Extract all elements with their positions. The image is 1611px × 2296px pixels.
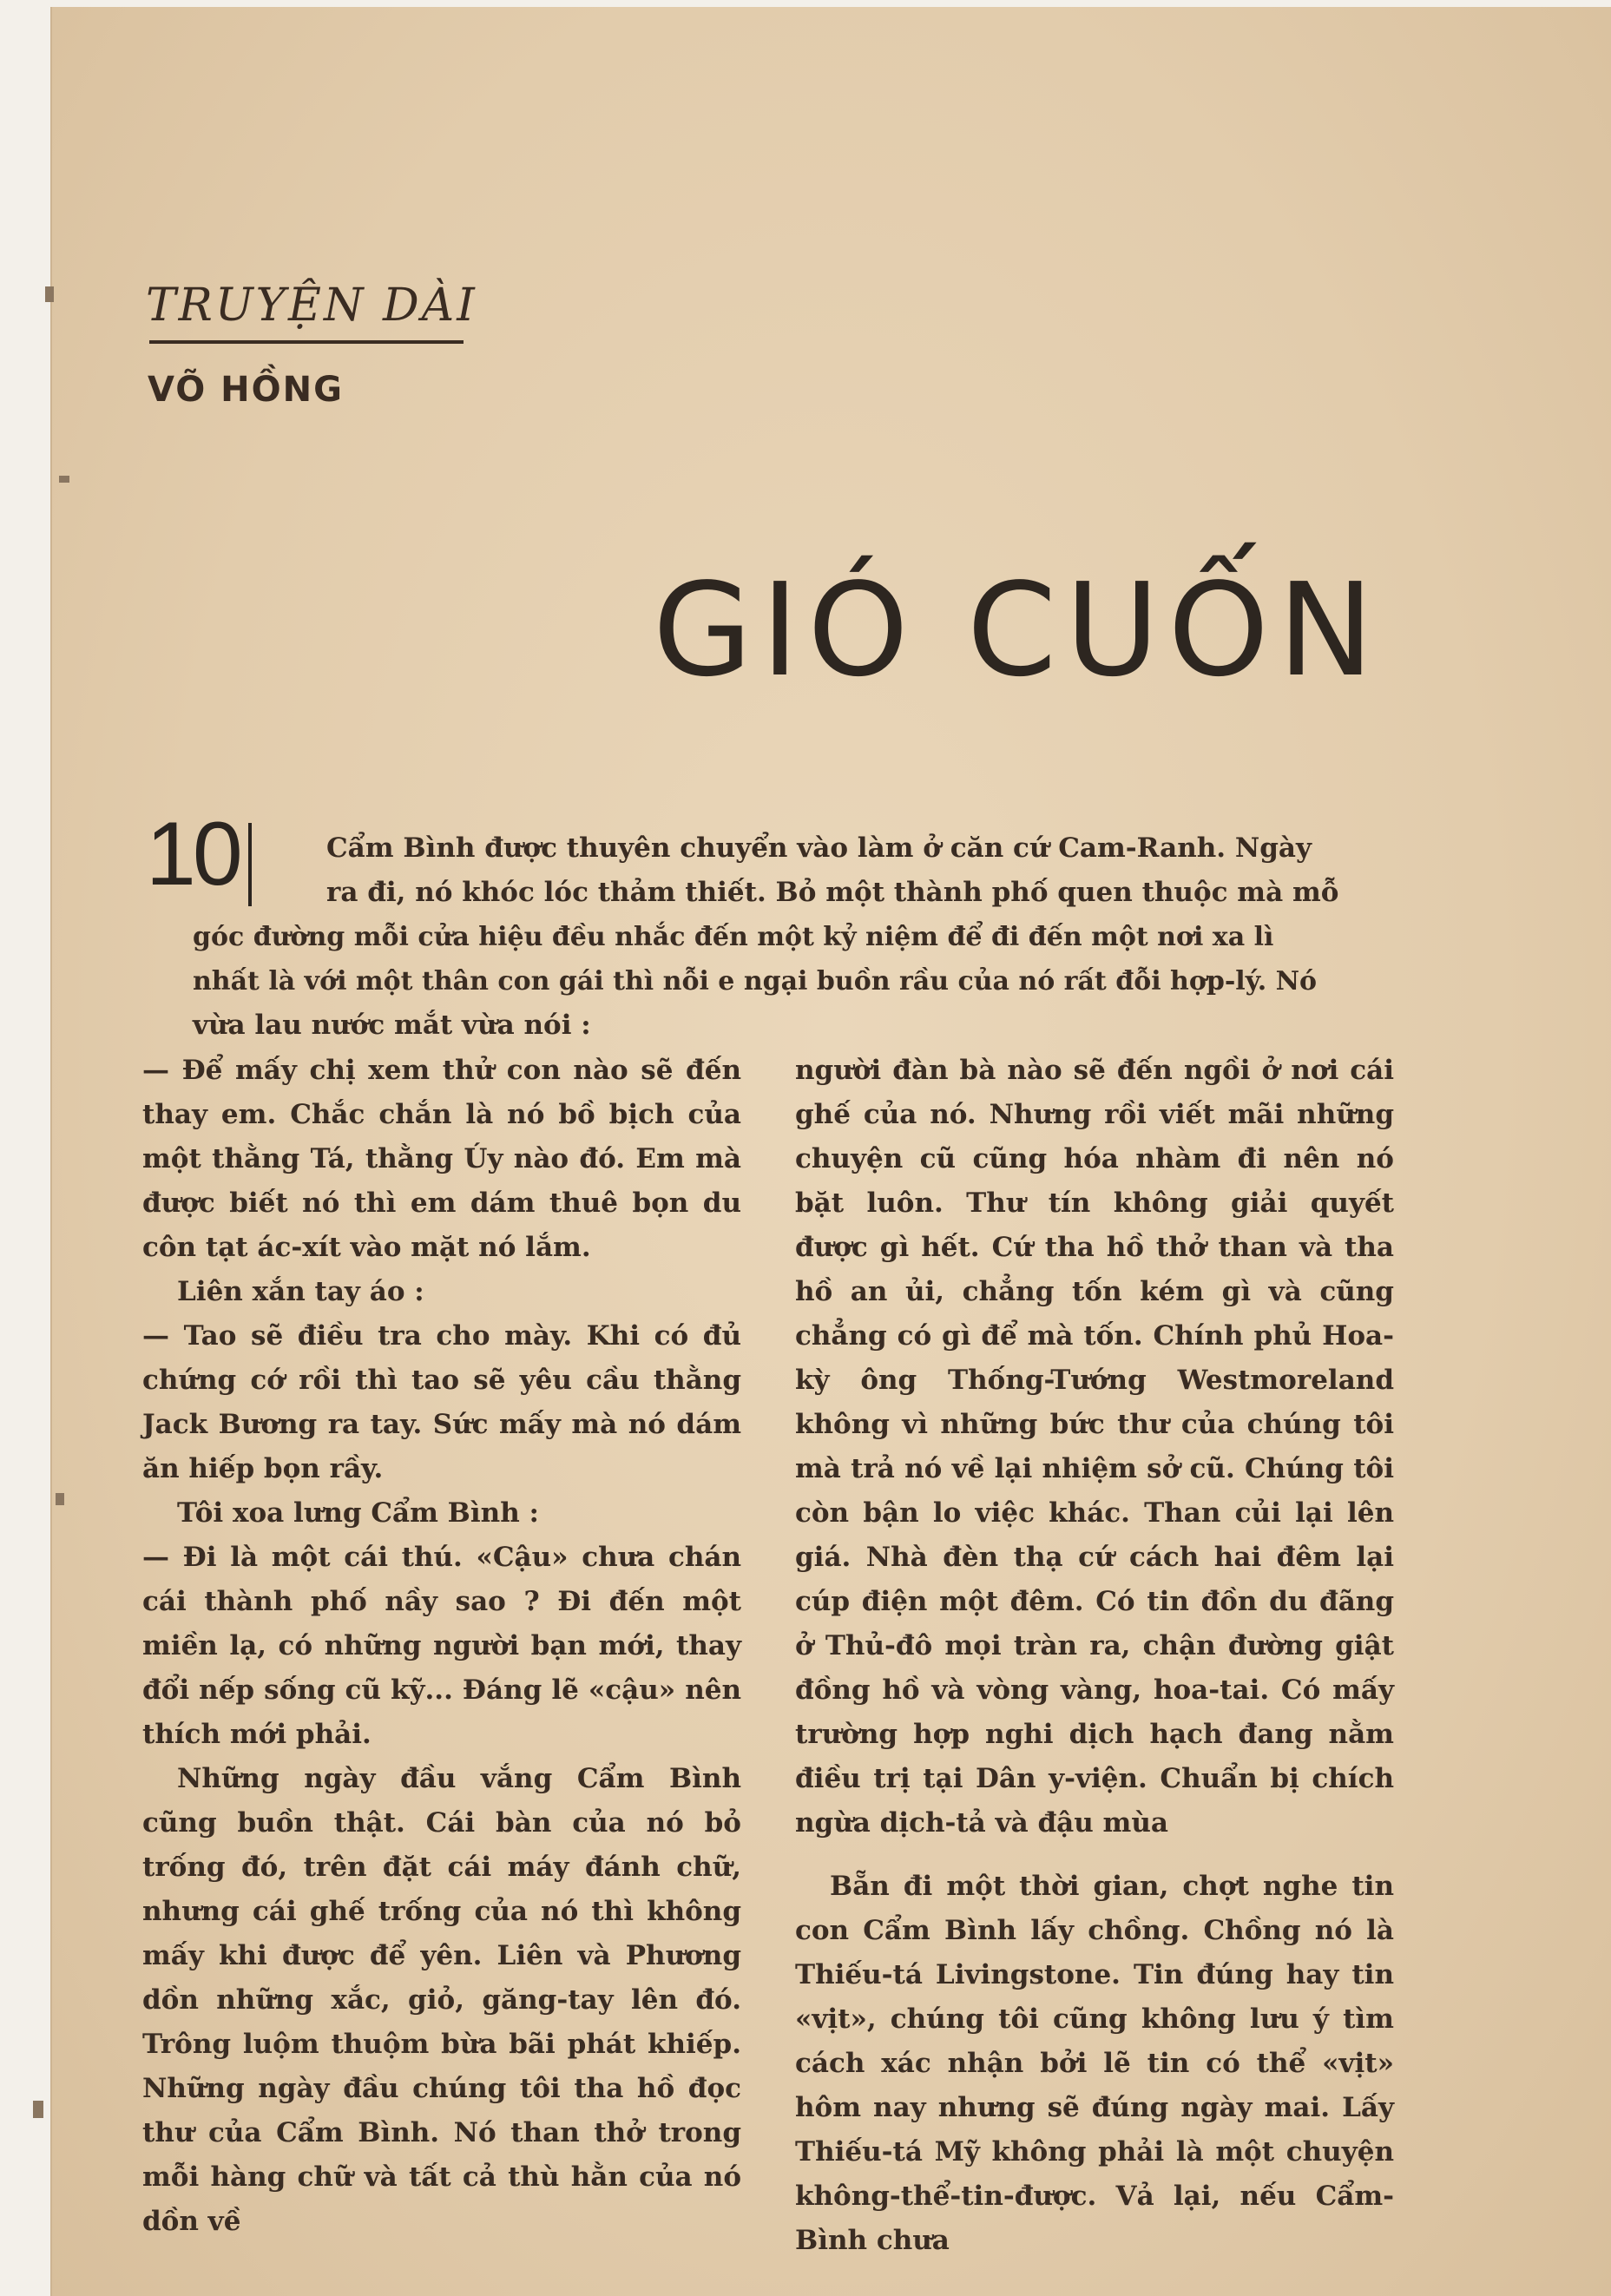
section-label: TRUYỆN DÀI (146, 280, 477, 332)
lead-line-5: vừa lau nước mắt vừa nói : (193, 1010, 591, 1041)
chapter-divider (248, 823, 252, 906)
section-underline (149, 340, 464, 344)
story-title: GIÓ CUỐN (653, 556, 1383, 705)
chapter-number: 10 (146, 804, 240, 905)
edge-mark (33, 2101, 43, 2118)
paragraph: Những ngày đầu vắng Cẩm Bình cũng buồn thật. Cái bàn của nó bỏ trống đó, trên đặt cái máy đánh chữ, nhưng cái ghế trống của nó thì không mấy khi được để yên. Liên và Phương dồn những xắc, giỏ, găng-tay lên đó. Trông luộm thuộm bừa bãi phát khiếp. Những ngày đầu chúng tôi tha hồ đọc thư của Cẩm Bình. Nó than thở trong mỗi hàng chữ và tất cả thù hằn của nó dồn về (142, 1763, 741, 2237)
right-column (795, 1049, 1394, 2263)
lead-line-1: Cẩm Bình được thuyên chuyển vào làm ở căn cứ Cam-Ranh. Ngày (326, 832, 1312, 864)
paragraph: — Đi là một cái thú. «Cậu» chưa chán cái thành phố nầy sao ? Đi đến một miền lạ, có những người bạn mới, thay đổi nếp sống cũ kỹ... Đáng lẽ «cậu» nên thích mới phải. (142, 1542, 741, 1750)
paragraph: Bẵn đi một thời gian, chợt nghe tin con Cẩm Bình lấy chồng. Chồng nó là Thiếu-tá Livingstone. Tin đúng hay tin «vịt», chúng tôi cũng không lưu ý tìm cách xác nhận bởi lẽ tin có thể «vịt» hôm nay nhưng sẽ đúng ngày mai. Lấy Thiếu-tá Mỹ không phải là một chuyện không-thể-tin-được. Vả lại, nếu Cẩm-Bình chưa (795, 1871, 1394, 2256)
paragraph: — Để mấy chị xem thử con nào sẽ đến thay em. Chắc chắn là nó bồ bịch của một thằng Tá, thằng Úy nào đó. Em mà được biết nó thì em dám thuê bọn du côn tạt ác-xít vào mặt nó lắm. (142, 1055, 741, 1263)
lead-line-4: nhất là với một thân con gái thì nỗi e ngại buồn rầu của nó rất đỗi hợp-lý. Nó (193, 966, 1318, 997)
lead-line-3: góc đường mỗi cửa hiệu đều nhắc đến một kỷ niệm để đi đến một nơi xa lì (193, 922, 1274, 952)
edge-mark (56, 1493, 64, 1505)
left-column (142, 1049, 741, 2244)
paragraph: Tôi xoa lưng Cẩm Bình : (177, 1497, 539, 1529)
edge-mark (45, 286, 54, 302)
edge-mark (59, 476, 69, 483)
author-name: VÕ HỒNG (148, 370, 344, 410)
paragraph-gap (795, 1845, 1394, 1865)
lead-line-2: ra đi, nó khóc lóc thảm thiết. Bỏ một thành phố quen thuộc mà mỗ (326, 877, 1339, 908)
paragraph: — Tao sẽ điều tra cho mày. Khi có đủ chứng cớ rồi thì tao sẽ yêu cầu thằng Jack Bương ra tay. Sức mấy mà nó dám ăn hiếp bọn rầy. (142, 1320, 741, 1484)
paragraph: người đàn bà nào sẽ đến ngồi ở nơi cái ghế của nó. Nhưng rồi viết mãi những chuyện cũ cũng hóa nhàm đi nên nó bặt luôn. Thư tín không giải quyết được gì hết. Cứ tha hồ thở than và tha hồ an ủi, chẳng tốn kém gì và cũng chẳng có gì để mà tốn. Chính phủ Hoa-kỳ ông Thống-Tướng Westmoreland không vì những bức thư của chúng tôi mà trả nó về lại nhiệm sở cũ. Chúng tôi còn bận lo việc khác. Than củi lại lên giá. Nhà đèn thạ cứ cách hai đêm lại cúp điện một đêm. Có tin đồn du đãng ở Thủ-đô mọi tràn ra, chận đường giật đồng hồ và vòng vàng, hoa-tai. Có mấy trường hợp nghi dịch hạch đang nằm điều trị tại Dân y-viện. Chuẩn bị chích ngừa dịch-tả và đậu mùa (795, 1055, 1394, 1839)
paragraph: Liên xắn tay áo : (177, 1276, 424, 1307)
